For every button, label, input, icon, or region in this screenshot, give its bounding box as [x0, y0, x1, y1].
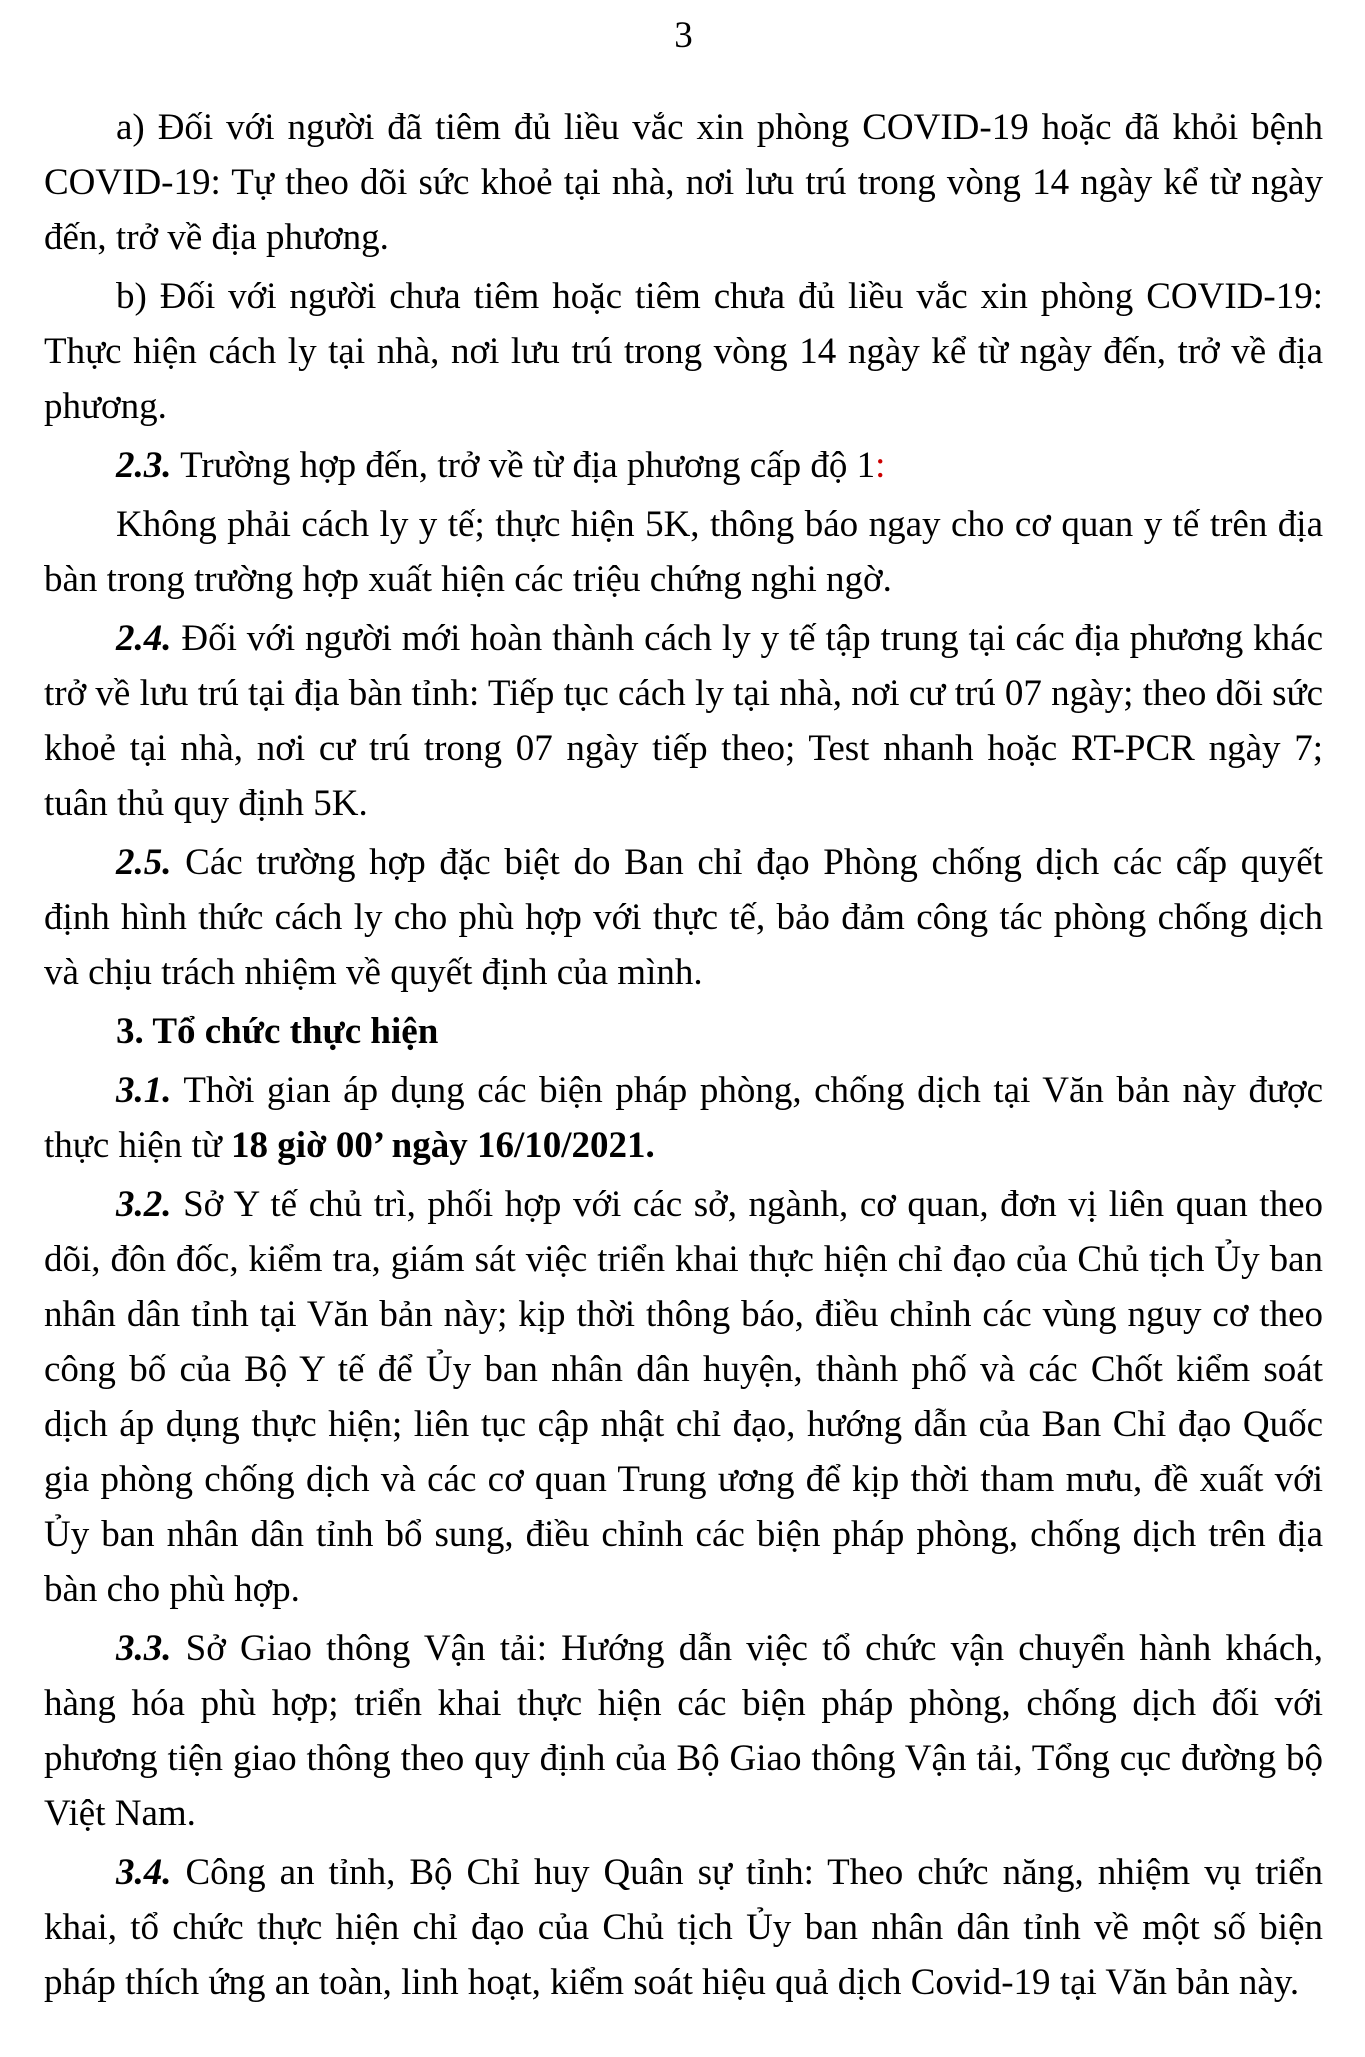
- heading-3: [44, 1004, 1323, 1059]
- heading-2-3-text: Trường hợp đến, trở về từ địa phương cấp độ 1: [171, 445, 876, 486]
- para-a-text: a) Đối với người đã tiêm đủ liều vắc xin phòng COVID-19 hoặc đã khỏi bệnh COVID-19: Tự theo dõi sức khoẻ tại nhà, nơi lưu trú trong vòng 14 ngày kể từ ngày đến, trở về địa phương.: [44, 107, 1323, 258]
- para-3-1-number: 3.1.: [116, 1070, 172, 1111]
- heading-2-3-colon: :: [875, 445, 886, 486]
- para-2-3-body-text: Không phải cách ly y tế; thực hiện 5K, thông báo ngay cho cơ quan y tế trên địa bàn trong trường hợp xuất hiện các triệu chứng nghi ngờ.: [44, 504, 1323, 600]
- para-2-3-body: [44, 497, 1323, 607]
- para-3-1-text: Thời gian áp dụng các biện pháp phòng, chống dịch tại Văn bản này được thực hiện từ: [44, 1070, 1323, 1166]
- para-2-5-text: Các trường hợp đặc biệt do Ban chỉ đạo Phòng chống dịch các cấp quyết định hình thức cách ly cho phù hợp với thực tế, bảo đảm công tác phòng chống dịch và chịu trách nhiệm về quyết định của mình.: [44, 842, 1323, 993]
- para-2-5-number: 2.5.: [116, 842, 172, 883]
- para-3-4: [44, 1845, 1323, 2010]
- para-3-3-number: 3.3.: [116, 1628, 172, 1669]
- para-3-3-text: Sở Giao thông Vận tải: Hướng dẫn việc tổ chức vận chuyển hành khách, hàng hóa phù hợp; triển khai thực hiện các biện pháp phòng, chống dịch đối với phương tiện giao thông theo quy định của Bộ Giao thông Vận tải, Tổng cục đường bộ Việt Nam.: [44, 1628, 1323, 1834]
- heading-2-3-number: 2.3.: [116, 445, 172, 486]
- para-3-2-number: 3.2.: [116, 1184, 172, 1225]
- para-2-4: [44, 611, 1323, 831]
- para-b: [44, 269, 1323, 434]
- heading-2-3: [44, 438, 1323, 493]
- heading-3-text: 3. Tổ chức thực hiện: [116, 1011, 439, 1052]
- para-2-4-text: Đối với người mới hoàn thành cách ly y tế tập trung tại các địa phương khác trở về lưu trú tại địa bàn tỉnh: Tiếp tục cách ly tại nhà, nơi cư trú 07 ngày; theo dõi sức khoẻ tại nhà, nơi cư trú trong 07 ngày tiếp theo; Test nhanh hoặc RT-PCR ngày 7; tuân thủ quy định 5K.: [44, 618, 1323, 824]
- para-3-1: [44, 1063, 1323, 1173]
- para-3-4-number: 3.4.: [116, 1852, 172, 1893]
- para-a: [44, 100, 1323, 265]
- para-3-2: [44, 1177, 1323, 1617]
- para-3-1-bold-date: 18 giờ 00’ ngày 16/10/2021.: [231, 1125, 655, 1166]
- para-3-3: [44, 1621, 1323, 1841]
- para-3-2-text: Sở Y tế chủ trì, phối hợp với các sở, ngành, cơ quan, đơn vị liên quan theo dõi, đôn đốc, kiểm tra, giám sát việc triển khai thực hiện chỉ đạo của Chủ tịch Ủy ban nhân dân tỉnh tại Văn bản này; kịp thời thông báo, điều chỉnh các vùng nguy cơ theo công bố của Bộ Y tế để Ủy ban nhân dân huyện, thành phố và các Chốt kiểm soát dịch áp dụng thực hiện; liên tục cập nhật chỉ đạo, hướng dẫn của Ban Chỉ đạo Quốc gia phòng chống dịch và các cơ quan Trung ương để kịp thời tham mưu, đề xuất với Ủy ban nhân dân tỉnh bổ sung, điều chỉnh các biện pháp phòng, chống dịch trên địa bàn cho phù hợp.: [44, 1184, 1323, 1610]
- para-3-4-text: Công an tỉnh, Bộ Chỉ huy Quân sự tỉnh: Theo chức năng, nhiệm vụ triển khai, tổ chức thực hiện chỉ đạo của Chủ tịch Ủy ban nhân dân tỉnh về một số biện pháp thích ứng an toàn, linh hoạt, kiểm soát hiệu quả dịch Covid-19 tại Văn bản này.: [44, 1852, 1323, 2003]
- page-number: 3: [674, 15, 693, 56]
- para-b-text: b) Đối với người chưa tiêm hoặc tiêm chưa đủ liều vắc xin phòng COVID-19: Thực hiện cách ly tại nhà, nơi lưu trú trong vòng 14 ngày kể từ ngày đến, trở về địa phương.: [44, 276, 1323, 427]
- para-2-5: [44, 835, 1323, 1000]
- para-2-4-number: 2.4.: [116, 618, 172, 659]
